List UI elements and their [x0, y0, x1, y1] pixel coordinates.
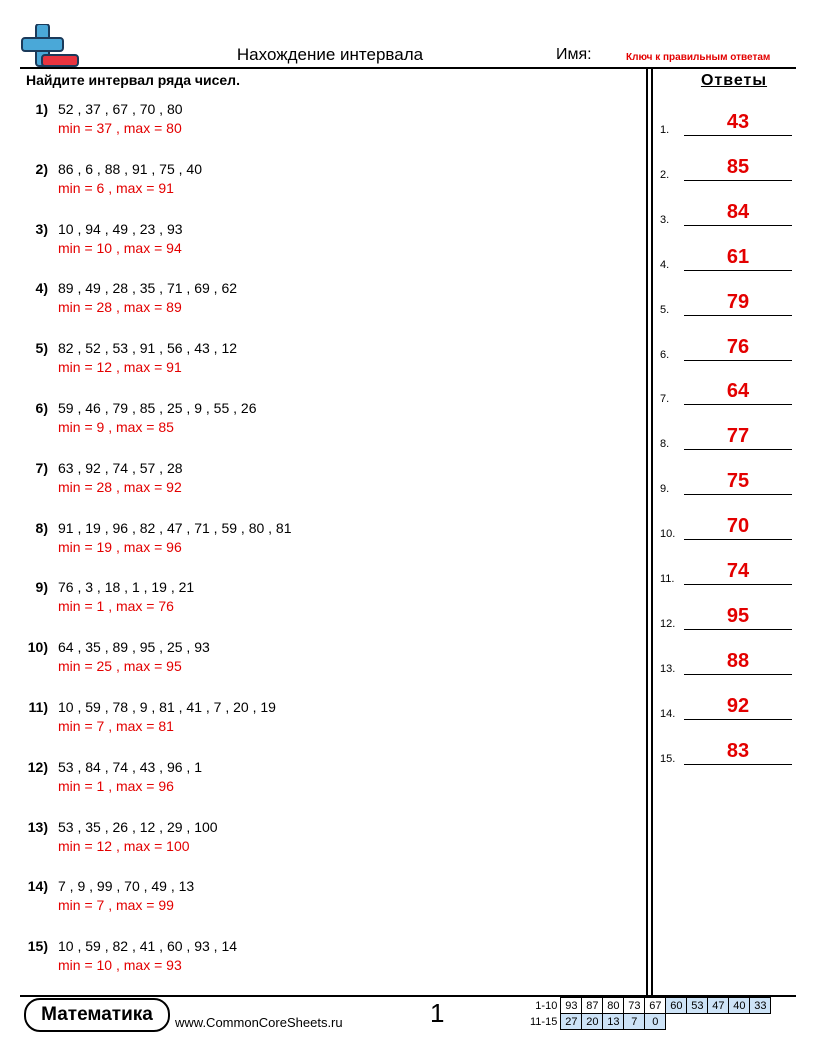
header-divider — [20, 67, 796, 69]
answer-value: 64 — [726, 380, 750, 403]
min-max-solution: min = 12 , max = 100 — [58, 837, 190, 854]
problem-number: 15) — [27, 938, 48, 955]
answer-row — [660, 514, 796, 544]
answer-line — [684, 449, 792, 450]
answer-key-label: Ключ к правильным ответам — [626, 52, 771, 63]
answer-line — [684, 180, 792, 181]
problem-number: 9) — [35, 579, 48, 596]
problem-item — [0, 819, 640, 869]
number-sequence: 63 , 92 , 74 , 57 , 28 — [58, 459, 183, 476]
answer-row — [660, 649, 796, 679]
answer-number: 13. — [660, 662, 676, 675]
problem-item — [0, 699, 640, 749]
problem-number: 4) — [35, 280, 48, 297]
answer-row — [660, 245, 796, 275]
score-cell: 87 — [582, 998, 603, 1014]
answer-value: 84 — [726, 200, 750, 223]
answer-value: 79 — [726, 290, 750, 313]
score-cell: 53 — [687, 998, 708, 1014]
min-max-solution: min = 10 , max = 93 — [58, 957, 182, 974]
score-cell: 60 — [666, 998, 687, 1014]
problem-number: 12) — [27, 758, 48, 775]
problem-number: 3) — [35, 220, 48, 237]
score-cell: 27 — [561, 1014, 582, 1030]
answer-number: 14. — [660, 707, 676, 720]
problem-item — [0, 759, 640, 809]
min-max-solution: min = 7 , max = 99 — [58, 897, 174, 914]
answer-row — [660, 469, 796, 499]
answer-value: 95 — [726, 604, 750, 627]
min-max-solution: min = 37 , max = 80 — [58, 120, 182, 136]
answer-row — [660, 604, 796, 634]
answer-row — [660, 559, 796, 589]
column-divider — [651, 67, 653, 996]
answer-line — [684, 674, 792, 675]
min-max-solution: min = 28 , max = 89 — [58, 299, 182, 316]
number-sequence: 82 , 52 , 53 , 91 , 56 , 43 , 12 — [58, 340, 238, 357]
answer-number: 12. — [660, 617, 676, 630]
min-max-solution: min = 19 , max = 96 — [58, 538, 182, 555]
answer-value: 43 — [726, 111, 750, 133]
answer-value: 83 — [726, 739, 750, 762]
score-cell: 80 — [603, 998, 624, 1014]
answer-value: 76 — [726, 335, 750, 358]
answer-value: 75 — [726, 470, 750, 493]
problem-item — [0, 101, 640, 151]
answer-row — [660, 110, 796, 140]
answer-line — [684, 629, 792, 630]
answer-number: 5. — [660, 303, 670, 316]
answer-line — [684, 404, 792, 405]
answer-value: 92 — [726, 694, 750, 717]
score-cell: 33 — [750, 998, 771, 1014]
answer-line — [684, 539, 792, 540]
problem-number: 13) — [27, 818, 48, 835]
answer-number: 15. — [660, 752, 676, 765]
answer-value: 70 — [726, 515, 750, 538]
answer-row — [660, 379, 796, 409]
number-sequence: 64 , 35 , 89 , 95 , 25 , 93 — [58, 639, 210, 656]
answers-heading: Ответы — [700, 72, 768, 89]
number-sequence: 89 , 49 , 28 , 35 , 71 , 69 , 62 — [58, 280, 238, 297]
answer-row — [660, 739, 796, 769]
answer-number: 7. — [660, 393, 670, 406]
min-max-solution: min = 6 , max = 91 — [58, 179, 174, 196]
answer-number: 10. — [660, 528, 676, 541]
answer-line — [684, 315, 792, 316]
score-table — [528, 997, 771, 1030]
answer-row — [660, 335, 796, 365]
name-label: Имя: — [556, 46, 592, 63]
answer-number: 9. — [660, 483, 670, 496]
number-sequence: 10 , 59 , 78 , 9 , 81 , 41 , 7 , 20 , 19 — [58, 699, 276, 715]
score-range-label: 1-10 — [535, 999, 558, 1012]
problem-number: 2) — [35, 160, 48, 177]
answer-number: 11. — [660, 573, 675, 585]
answer-value: 88 — [726, 649, 750, 672]
number-sequence: 76 , 3 , 18 , 1 , 19 , 21 — [58, 579, 195, 596]
answer-row — [660, 694, 796, 724]
answer-line — [684, 764, 792, 765]
score-range-label: 11-15 — [530, 1015, 558, 1028]
problem-number: 1) — [35, 101, 48, 117]
problem-item — [0, 221, 640, 271]
answer-line — [684, 270, 792, 271]
problem-item — [0, 400, 640, 450]
answer-number: 1. — [660, 124, 670, 136]
min-max-solution: min = 7 , max = 81 — [58, 718, 174, 734]
score-cell: 47 — [708, 998, 729, 1014]
answer-number: 2. — [660, 168, 670, 181]
score-row — [528, 998, 771, 1014]
problem-item — [0, 161, 640, 211]
website-link[interactable]: www.CommonCoreSheets.ru — [175, 1015, 343, 1030]
min-max-solution: min = 1 , max = 76 — [58, 598, 174, 615]
problem-number: 10) — [27, 639, 48, 656]
answer-value: 61 — [726, 245, 750, 268]
number-sequence: 52 , 37 , 67 , 70 , 80 — [58, 101, 183, 117]
problem-number: 5) — [35, 340, 48, 357]
problem-item — [0, 520, 640, 570]
number-sequence: 10 , 59 , 82 , 41 , 60 , 93 , 14 — [58, 938, 238, 955]
problem-item — [0, 639, 640, 689]
answer-line — [684, 135, 792, 136]
problem-item — [0, 340, 640, 390]
score-cell: 0 — [645, 1014, 666, 1030]
number-sequence: 59 , 46 , 79 , 85 , 25 , 9 , 55 , 26 — [58, 400, 257, 416]
score-cell: 40 — [729, 998, 750, 1014]
min-max-solution: min = 10 , max = 94 — [58, 239, 182, 256]
column-divider — [646, 67, 648, 996]
number-sequence: 10 , 94 , 49 , 23 , 93 — [58, 220, 183, 237]
answer-number: 6. — [660, 348, 670, 361]
answer-number: 3. — [660, 213, 670, 226]
score-cell: 93 — [561, 998, 582, 1014]
answer-row — [660, 155, 796, 185]
answer-row — [660, 200, 796, 230]
problem-item — [0, 579, 640, 629]
answer-number: 4. — [660, 258, 670, 271]
answer-value: 77 — [726, 425, 750, 448]
answer-row — [660, 424, 796, 454]
score-cell: 20 — [582, 1014, 603, 1030]
score-cell: 13 — [603, 1014, 624, 1030]
problem-number: 6) — [35, 400, 48, 416]
answer-line — [684, 719, 792, 720]
min-max-solution: min = 9 , max = 85 — [58, 419, 174, 435]
min-max-solution: min = 12 , max = 91 — [58, 359, 182, 376]
problem-number: 11) — [28, 699, 48, 715]
problem-item — [0, 280, 640, 330]
number-sequence: 91 , 19 , 96 , 82 , 47 , 71 , 59 , 80 , 81 — [58, 519, 292, 536]
score-cell: 73 — [624, 998, 645, 1014]
answer-line — [684, 225, 792, 226]
page-title: Нахождение интервала — [236, 45, 424, 64]
min-max-solution: min = 28 , max = 92 — [58, 478, 182, 495]
problem-item — [0, 878, 640, 928]
score-cell: 7 — [624, 1014, 645, 1030]
problem-item — [0, 460, 640, 510]
answer-row — [660, 290, 796, 320]
answer-line — [684, 584, 792, 585]
number-sequence: 7 , 9 , 99 , 70 , 49 , 13 — [58, 878, 195, 895]
problem-number: 14) — [27, 878, 48, 895]
number-sequence: 53 , 35 , 26 , 12 , 29 , 100 — [58, 818, 218, 835]
instructions: Найдите интервал ряда чисел. — [26, 72, 240, 88]
min-max-solution: min = 1 , max = 96 — [58, 777, 174, 794]
problem-item — [0, 938, 640, 988]
problem-number: 8) — [35, 519, 48, 536]
score-row — [528, 1014, 771, 1030]
answer-value: 85 — [726, 155, 750, 178]
answer-number: 8. — [660, 438, 670, 451]
problem-number: 7) — [35, 459, 48, 476]
brand-badge: Математика — [24, 998, 170, 1032]
number-sequence: 53 , 84 , 74 , 43 , 96 , 1 — [58, 758, 202, 775]
answer-value: 74 — [726, 560, 750, 582]
min-max-solution: min = 25 , max = 95 — [58, 658, 182, 675]
page-number: 1 — [430, 998, 445, 1028]
answer-line — [684, 494, 792, 495]
number-sequence: 86 , 6 , 88 , 91 , 75 , 40 — [58, 160, 202, 177]
answer-line — [684, 360, 792, 361]
score-cell: 67 — [645, 998, 666, 1014]
